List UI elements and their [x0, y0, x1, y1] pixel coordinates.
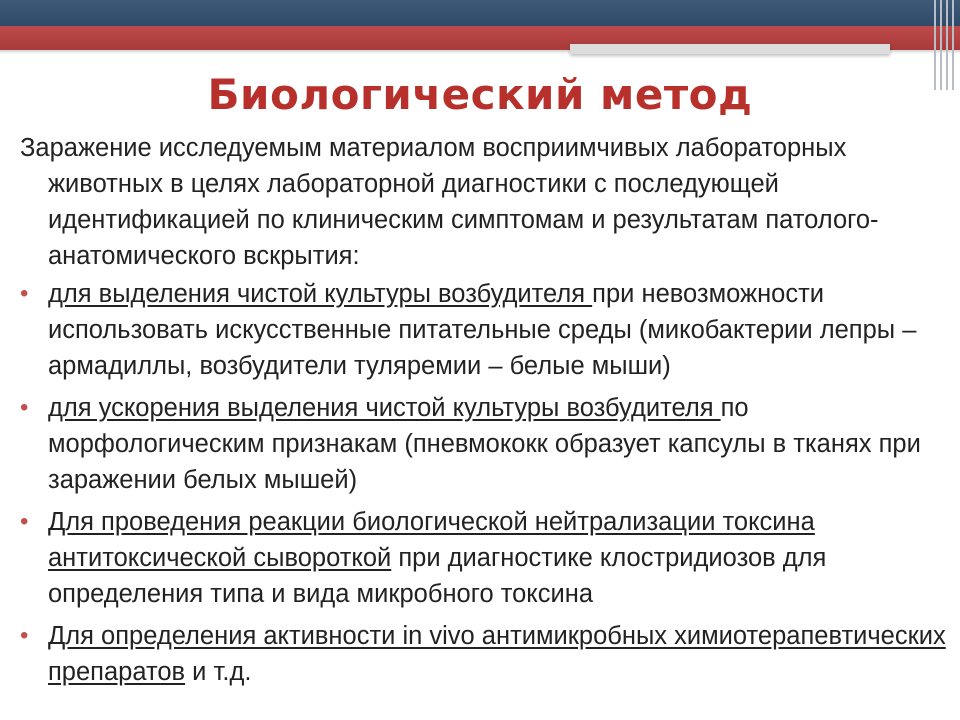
slide-body — [20, 130, 950, 696]
intro-paragraph — [20, 130, 950, 274]
bullet-icon: • — [20, 508, 29, 535]
top-band-blue — [0, 0, 960, 26]
band-accent-grey — [570, 44, 890, 54]
bullet-text: по морфологическим признакам (пневмококк образует капсулы в тканях при заражении белых мышей) — [48, 394, 921, 494]
bullet-icon: • — [20, 622, 29, 649]
list-item — [20, 618, 950, 690]
bullet-underlined-text: для ускорения выделения чистой культуры возбудителя — [48, 394, 721, 422]
list-item — [20, 504, 950, 612]
bullet-underlined-text: Для определения активности in vivo антимикробных химиотерапевтических препаратов — [48, 622, 946, 686]
list-item — [20, 276, 950, 384]
list-item — [20, 390, 950, 498]
bullet-icon: • — [20, 280, 29, 307]
bullet-underlined-text: Для проведения реакции биологической нейтрализации токсина антитоксической сывороткой — [48, 508, 815, 572]
bullet-text: при диагностике клостридиозов для определения типа и вида микробного токсина — [48, 544, 827, 608]
bullet-icon: • — [20, 394, 29, 421]
bullet-text: при невозможности использовать искусственные питательные среды (микобактерии лепры – армадиллы, возбудители туляремии – белые мыши) — [48, 280, 917, 380]
bullet-text: и т.д. — [185, 658, 252, 686]
bullet-list — [20, 276, 950, 690]
bullet-underlined-text: для выделения чистой культуры возбудителя — [48, 280, 593, 308]
slide-title: Биологический метод — [207, 70, 753, 119]
intro-text: Заражение исследуемым материалом восприимчивых лабораторных животных в целях лабораторной диагностики с последующей идентификацией по клиническим симптомам и результатам патолого-анатомического вскрытия: — [20, 134, 879, 270]
